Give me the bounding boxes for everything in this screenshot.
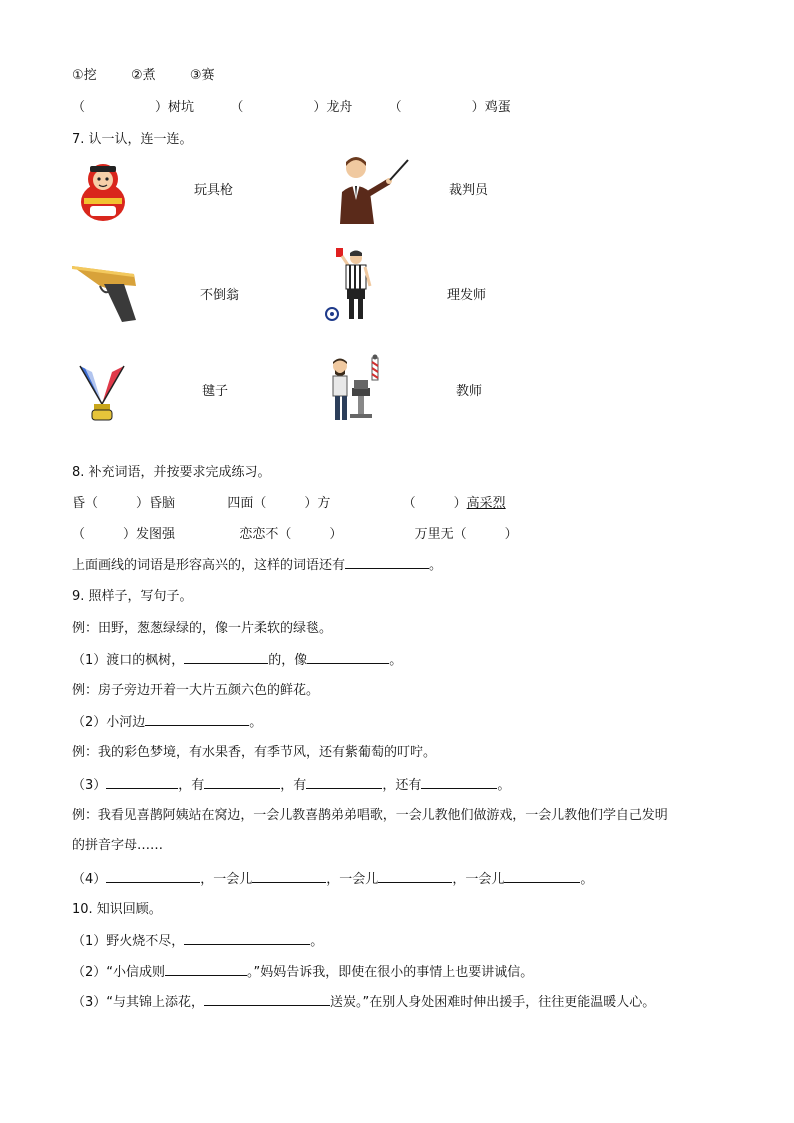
answer-blank[interactable] — [145, 713, 249, 726]
barber-image — [318, 354, 382, 426]
label-toy-gun: 玩具枪 — [194, 183, 234, 198]
blank3-suffix: 鸡蛋 — [484, 100, 511, 115]
q6-blanks-row: （ ）树坑 （ ）龙舟 （ ）鸡蛋 — [72, 100, 511, 115]
answer-blank[interactable] — [307, 651, 389, 664]
q8-row2: （ ）发图强 恋恋不（ ） 万里无（ ） — [72, 527, 518, 542]
answer-blank[interactable] — [252, 870, 326, 883]
q8-note: 上面画线的词语是形容高兴的，这样的词语还有 。 — [72, 558, 443, 573]
q9-title: 9. 照样子，写句子。 — [72, 589, 193, 604]
answer-blank[interactable] — [306, 776, 382, 789]
label-barber: 理发师 — [447, 288, 487, 303]
q10-sentence-3: （3）“与其锦上添花， 送炭。”在别人身处困难时伸出援手，往往更能温暖人心。 — [72, 995, 656, 1010]
q9-example-3: 例：我的彩色梦境，有水果香，有季节风，还有紫葡萄的叮咛。 — [72, 745, 437, 760]
label-shuttlecock: 毽子 — [202, 384, 229, 399]
q9-sentence-1: （1）渡口的枫树， 的，像 。 — [72, 653, 403, 668]
label-referee: 裁判员 — [449, 183, 489, 198]
q9-example-2: 例：房子旁边开着一大片五颜六色的鲜花。 — [72, 683, 320, 698]
shuttlecock-image — [74, 362, 130, 424]
underlined-word: 高采烈 — [466, 496, 506, 511]
answer-blank[interactable] — [184, 932, 310, 945]
q10-sentence-1: （1）野火烧不尽， 。 — [72, 934, 324, 949]
blank2-suffix: 龙舟 — [326, 100, 353, 115]
toy-gun-image — [70, 260, 140, 324]
answer-blank[interactable] — [184, 651, 268, 664]
q8-row1: 昏（ ）昏脑 四面（ ）方 （ ）高采烈 — [72, 496, 506, 511]
q9-example-1: 例：田野，葱葱绿绿的，像一片柔软的绿毯。 — [72, 621, 333, 636]
option-3: ③赛 — [189, 68, 215, 83]
label-tumbler: 不倒翁 — [200, 288, 240, 303]
answer-blank[interactable] — [204, 776, 280, 789]
answer-blank[interactable] — [165, 963, 247, 976]
q8-title: 8. 补充词语，并按要求完成练习。 — [72, 465, 271, 480]
q9-sentence-4: （4） ，一会儿 ，一会儿 ，一会儿 。 — [72, 872, 594, 887]
answer-blank[interactable] — [106, 870, 200, 883]
q10-sentence-2: （2）“小信成则 。”妈妈告诉我，即使在很小的事情上也要讲诚信。 — [72, 965, 534, 980]
label-teacher: 教师 — [456, 384, 483, 399]
answer-blank[interactable] — [345, 556, 429, 569]
answer-blank[interactable] — [204, 993, 330, 1006]
q9-sentence-2: （2）小河边 。 — [72, 715, 263, 730]
q7-title: 7. 认一认，连一连。 — [72, 132, 193, 147]
answer-blank[interactable] — [504, 870, 580, 883]
referee-image — [322, 246, 378, 324]
tumbler-doll-image — [78, 160, 128, 222]
answer-blank[interactable] — [378, 870, 452, 883]
q10-title: 10. 知识回顾。 — [72, 902, 162, 917]
q9-example-4-line1: 例：我看见喜鹊阿姨站在窝边，一会儿教喜鹊弟弟唱歌，一会儿教他们做游戏，一会儿教他们学自己发明 — [72, 808, 668, 823]
answer-blank[interactable] — [421, 776, 497, 789]
blank1-suffix: 树坑 — [168, 100, 195, 115]
option-2: ②煮 — [130, 68, 156, 83]
option-1: ①挖 — [72, 68, 97, 83]
teacher-image — [336, 154, 412, 224]
q9-sentence-3: （3） ，有 ，有 ，还有 。 — [72, 778, 511, 793]
q6-options — [72, 67, 215, 85]
q9-example-4-line2: 的拼音字母…… — [72, 838, 164, 853]
answer-blank[interactable] — [106, 776, 178, 789]
